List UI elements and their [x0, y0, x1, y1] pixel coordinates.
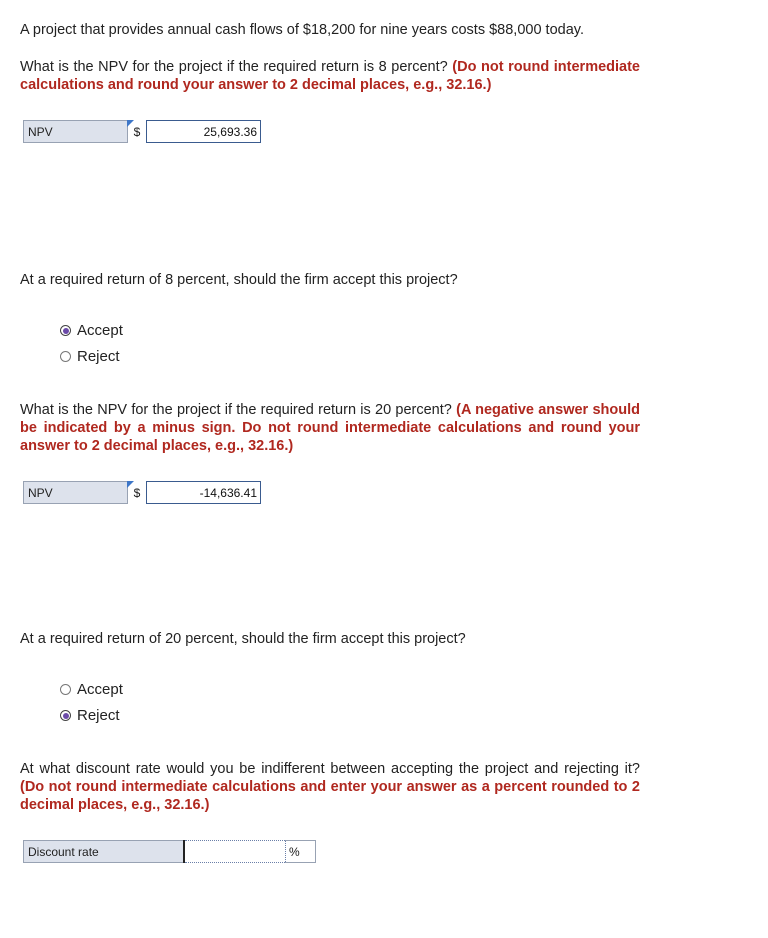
discount-rate-input[interactable]: [184, 841, 286, 863]
radio-label: Accept: [77, 681, 123, 698]
radio-selected-icon[interactable]: [60, 325, 71, 336]
radio-label: Accept: [77, 322, 123, 339]
radio-accept-20[interactable]: [60, 681, 123, 698]
discount-rate-answer-table: [23, 840, 316, 863]
question-text: What is the NPV for the project if the required return is 8 percent?: [20, 59, 448, 75]
question-npv-8: [20, 58, 640, 94]
radio-unselected-icon[interactable]: [60, 684, 71, 695]
question-discount-rate: [20, 760, 640, 814]
currency-symbol: $: [133, 124, 141, 139]
radio-reject-8[interactable]: [60, 348, 120, 365]
radio-label: Reject: [77, 707, 120, 724]
question-text: What is the NPV for the project if the required return is 20 percent?: [20, 402, 452, 418]
npv-label: NPV: [24, 121, 128, 143]
radio-reject-20[interactable]: [60, 707, 120, 724]
problem-intro: A project that provides annual cash flows of $18,200 for nine years costs $88,000 today.: [20, 22, 584, 38]
npv-8-input[interactable]: 25,693.36: [147, 121, 261, 143]
question-accept-8: At a required return of 8 percent, should the firm accept this project?: [20, 272, 458, 288]
radio-unselected-icon[interactable]: [60, 351, 71, 362]
radio-accept-8[interactable]: [60, 322, 123, 339]
question-text: At what discount rate would you be indifferent between accepting the project and rejecting it?: [20, 761, 640, 777]
flag-icon: [127, 120, 134, 127]
currency-symbol: $: [133, 485, 141, 500]
question-hint: (Do not round intermediate calculations and enter your answer as a percent rounded to 2 decimal places, e.g., 32.16.): [20, 779, 640, 813]
question-hint: (Do not round intermediate calculations and round your answer to 2 decimal places, e.g., 32.16.): [20, 59, 640, 93]
question-npv-20: [20, 401, 640, 455]
percent-unit: %: [286, 841, 316, 863]
npv-20-answer-table: [23, 481, 261, 504]
currency-cell: [128, 482, 147, 504]
npv-8-answer-table: [23, 120, 261, 143]
question-hint: (A negative answer should be indicated by a minus sign. Do not round intermediate calculations and round your answer to 2 decimal places, e.g., 32.16.): [20, 402, 640, 454]
radio-selected-icon[interactable]: [60, 710, 71, 721]
npv-20-input[interactable]: -14,636.41: [147, 482, 261, 504]
radio-label: Reject: [77, 348, 120, 365]
flag-icon: [127, 481, 134, 488]
discount-rate-label: Discount rate: [24, 841, 185, 863]
npv-label: NPV: [24, 482, 128, 504]
currency-cell: [128, 121, 147, 143]
question-accept-20: At a required return of 20 percent, should the firm accept this project?: [20, 631, 466, 647]
